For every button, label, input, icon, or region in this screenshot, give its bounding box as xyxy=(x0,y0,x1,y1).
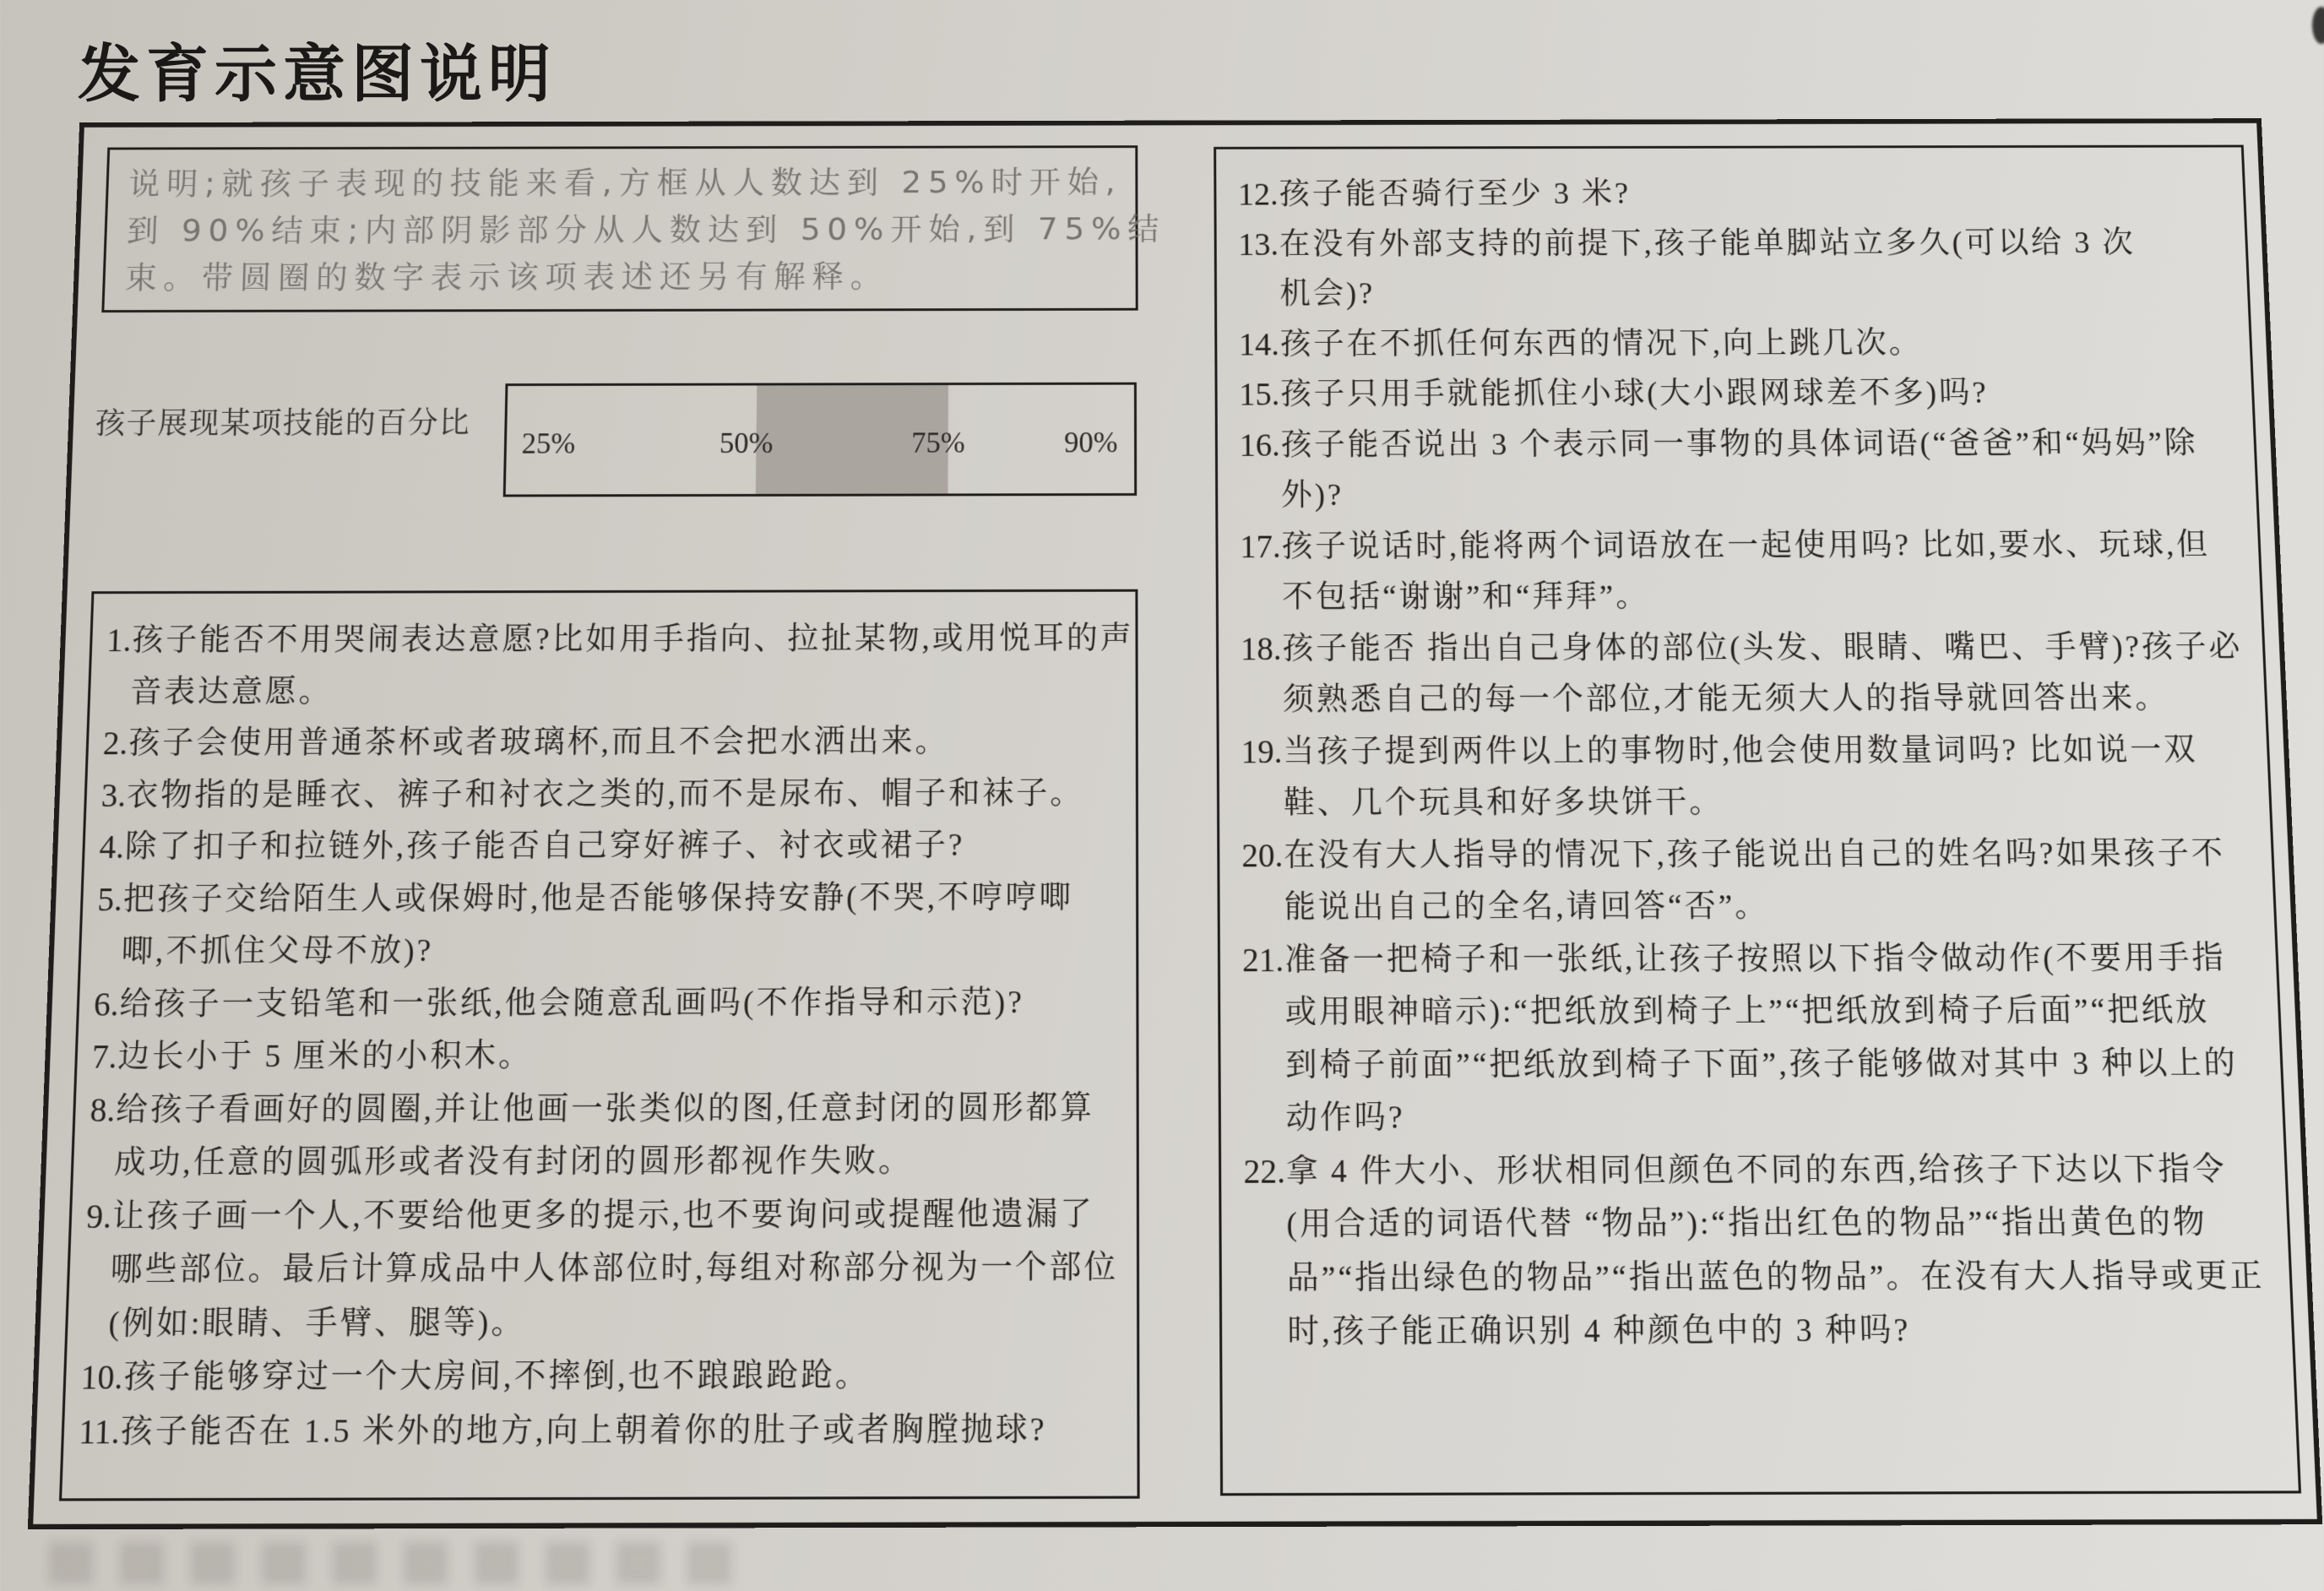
item-number: 4. xyxy=(98,828,125,866)
percentage-marker: 50% xyxy=(719,426,774,460)
item-text-line: 孩子会使用普通茶杯或者玻璃杯,而且不会把水洒出来。 xyxy=(128,725,949,762)
item-text-line: 孩子能否在 1.5 米外的地方,向上朝着你的肚子或者胸膛抛球? xyxy=(120,1411,1047,1451)
item-number: 20. xyxy=(1241,837,1284,874)
item-number: 6. xyxy=(93,986,120,1024)
list-item xyxy=(104,613,1136,718)
item-text-line: 能说出自己的全名,请回答“否”。 xyxy=(1284,889,1769,926)
item-number: 11. xyxy=(78,1413,121,1452)
item-text-line: 孩子能否不用哭闹表达意愿?比如用手指向、拉扯某物,或用悦耳的声 xyxy=(131,622,1134,659)
item-text-line: 在没有大人指导的情况下,孩子能说出自己的姓名吗?如果孩子不 xyxy=(1284,836,2226,873)
item-text-line: 孩子能否 指出自己身体的部位(头发、眼睛、嘴巴、手臂)?孩子必 xyxy=(1282,629,2244,666)
item-text-line: 准备一把椅子和一张纸,让孩子按照以下指令做动作(不要用手指 xyxy=(1284,940,2227,978)
item-number: 18. xyxy=(1240,631,1282,667)
right-question-list xyxy=(1214,145,2301,1496)
item-text-line: 衣物指的是睡衣、裤子和衬衣之类的,而不是尿布、帽子和袜子。 xyxy=(126,776,1084,813)
list-item xyxy=(1239,368,2253,421)
item-text-line: 机会)? xyxy=(1279,277,1376,312)
item-number: 14. xyxy=(1238,327,1280,362)
item-number: 15. xyxy=(1239,377,1280,413)
list-item xyxy=(102,716,1136,770)
list-item xyxy=(1239,418,2256,521)
percentage-marker: 25% xyxy=(521,427,576,460)
item-text-line: 外)? xyxy=(1281,478,1344,513)
item-number: 19. xyxy=(1241,733,1283,770)
item-text-line: 或用眼神暗示):“把纸放到椅子上”“把纸放到椅子后面”“把纸放 xyxy=(1284,993,2211,1030)
list-item xyxy=(1238,168,2245,220)
item-text-line: 让孩子画一个人,不要给他更多的提示,也不要询问或提醒他遗漏了 xyxy=(111,1197,1094,1235)
item-text-line: 到椅子前面”“把纸放到椅子下面”,孩子能够做对其中 3 种以上的 xyxy=(1284,1045,2239,1083)
item-text-line: 孩子在不抓任何东西的情况下,向上跳几次。 xyxy=(1279,326,1923,361)
item-text-line: 不包括“谢谢”和“拜拜”。 xyxy=(1281,579,1650,615)
explanation-line: 束。带圆圈的数字表示该项表述还另有解释。 xyxy=(124,258,889,296)
item-text-line: 孩子能够穿过一个大房间,不摔倒,也不踉踉跄跄。 xyxy=(122,1358,870,1396)
item-text-line: 边长小于 5 厘米的小积木。 xyxy=(117,1038,533,1075)
list-item xyxy=(79,1349,1137,1405)
item-number: 8. xyxy=(89,1091,117,1129)
list-item xyxy=(93,976,1136,1031)
item-text-line: 当孩子提到两件以上的事物时,他会使用数量词吗? 比如说一双 xyxy=(1283,732,2198,769)
page-content-frame xyxy=(30,121,2320,1527)
item-text-line: 孩子说话时,能将两个词语放在一起使用吗? 比如,要水、玩球,但 xyxy=(1281,527,2211,564)
list-item xyxy=(78,1403,1137,1459)
list-item xyxy=(1239,318,2251,370)
item-text-line: 哪些部位。最后计算成品中人体部位时,每组对称部分视为一个部位 xyxy=(110,1250,1119,1289)
item-text-line: 唧,不抓住父母不放)? xyxy=(121,933,434,969)
item-number: 3. xyxy=(100,777,127,814)
list-item xyxy=(1241,622,2266,726)
item-number: 1. xyxy=(106,622,133,660)
page-title: 发育示意图说明 xyxy=(78,38,557,111)
item-text-line: 孩子能否说出 3 个表示同一事物的具体词语(“爸爸”和“妈妈”除 xyxy=(1280,426,2199,463)
list-item xyxy=(1238,218,2248,320)
item-number: 22. xyxy=(1243,1153,1286,1191)
item-text-line: 拿 4 件大小、形状相同但颜色不同的东西,给孩子下达以下指令 xyxy=(1285,1151,2228,1190)
item-number: 13. xyxy=(1238,226,1279,263)
item-text-line: 成功,任意的圆弧形或者没有封闭的圆形都视作失败。 xyxy=(113,1143,913,1181)
left-question-list xyxy=(59,589,1140,1501)
item-text-line: 孩子能否骑行至少 3 米? xyxy=(1279,177,1632,212)
item-text-line: 把孩子交给陌生人或保姆时,他是否能够保持安静(不哭,不哼哼唧 xyxy=(122,880,1073,917)
item-text-line: 给孩子看画好的圆圈,并让他画一张类似的图,任意封闭的圆形都算 xyxy=(115,1090,1094,1128)
item-text-line: 须熟悉自己的每一个部位,才能无须大人的指导就回答出来。 xyxy=(1282,681,2169,718)
page-edge-smudge xyxy=(2312,7,2324,44)
legend-label: 孩子展现某项技能的百分比 xyxy=(94,406,471,442)
item-number: 2. xyxy=(102,725,128,763)
item-number: 16. xyxy=(1239,427,1280,464)
item-text-line: (用合适的词语代替 “物品”):“指出红色的物品”“指出黄色的物 xyxy=(1286,1205,2208,1243)
item-number: 7. xyxy=(91,1039,118,1076)
item-number: 9. xyxy=(85,1197,112,1235)
item-text-line: 时,孩子能正确识别 4 种颜色中的 3 种吗? xyxy=(1287,1312,1912,1350)
list-item xyxy=(1241,725,2271,830)
item-text-line: 音表达意愿。 xyxy=(129,674,334,709)
list-item xyxy=(82,1188,1137,1351)
percentage-marker: 90% xyxy=(1064,426,1118,459)
item-text-line: 除了扣子和拉链外,孩子能否自己穿好裤子、衬衣或裙子? xyxy=(124,828,965,866)
item-text-line: 鞋、几个玩具和好多块饼干。 xyxy=(1283,785,1724,822)
percentage-legend-bar xyxy=(503,383,1137,497)
item-number: 17. xyxy=(1240,529,1281,565)
item-text-line: 品”“指出绿色的物品”“指出蓝色的物品”。在没有大人指导或更正 xyxy=(1286,1258,2266,1297)
list-item xyxy=(91,1029,1137,1083)
item-text-line: 给孩子一支铅笔和一张纸,他会随意乱画吗(不作指导和示范)? xyxy=(118,985,1024,1023)
list-item xyxy=(1241,828,2274,934)
item-text-line: 孩子只用手就能抓住小球(大小跟网球差不多)吗? xyxy=(1280,376,1990,412)
item-number: 12. xyxy=(1237,177,1279,213)
list-item xyxy=(1243,1143,2293,1360)
item-number: 5. xyxy=(96,881,123,918)
list-item xyxy=(1242,932,2283,1145)
item-number: 21. xyxy=(1241,942,1284,979)
item-text-line: 动作吗? xyxy=(1285,1100,1405,1137)
explanation-line: 说明;就孩子表现的技能来看,方框从人数达到 25%时开始, xyxy=(128,164,1122,202)
explanation-box xyxy=(101,145,1166,312)
item-number: 10. xyxy=(79,1359,124,1398)
list-item xyxy=(95,872,1136,979)
list-item xyxy=(99,819,1136,873)
bleed-through-text-smudge xyxy=(49,1542,750,1584)
percentage-marker: 75% xyxy=(911,426,965,459)
item-text-line: (例如:眼睛、手臂、腿等)。 xyxy=(107,1305,526,1342)
list-item xyxy=(87,1082,1136,1190)
list-item xyxy=(100,768,1136,822)
explanation-line: 到 90%结束;内部阴影部分从人数达到 50%开始,到 75%结 xyxy=(126,210,1166,249)
list-item xyxy=(1240,519,2262,623)
item-text-line: 在没有外部支持的前提下,孩子能单脚站立多久(可以给 3 次 xyxy=(1279,225,2137,262)
